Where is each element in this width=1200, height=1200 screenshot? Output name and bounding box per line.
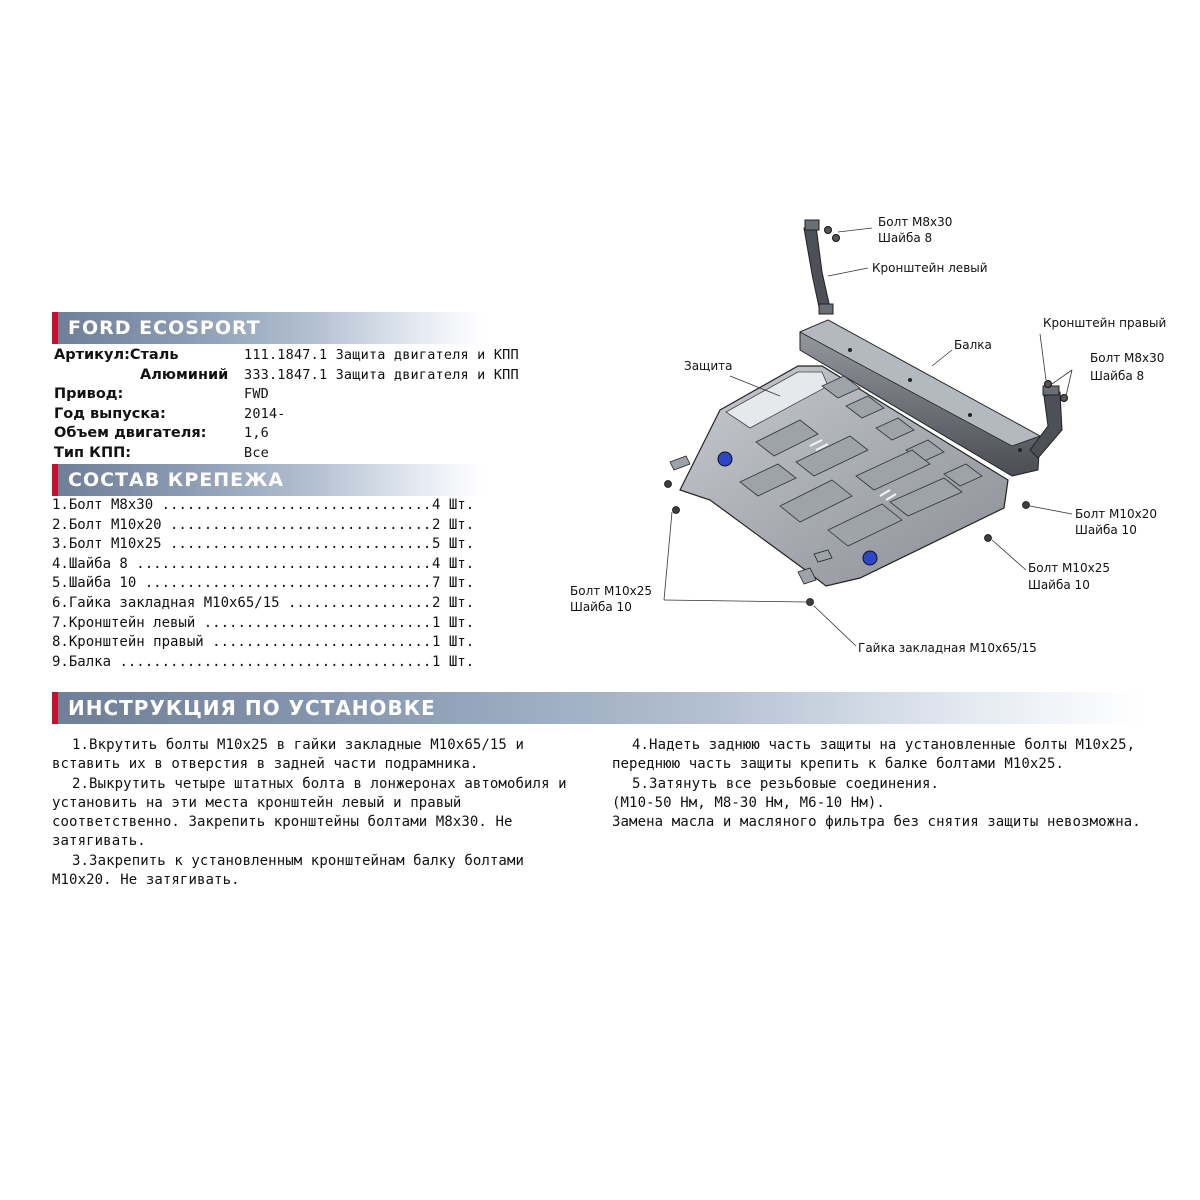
spec-label: Артикул:Сталь [54,347,179,363]
label-bolt-m8-right: Болт М8х30 [1090,351,1165,365]
list-item [52,614,492,634]
spec-value: 2014- [244,405,286,422]
exploded-diagram [560,200,1180,670]
spec-row [54,444,634,464]
spec-label: Объем двигателя: [54,425,207,441]
list-item [52,496,492,516]
spec-value: FWD [244,386,269,402]
label-bolt-m8-top: Болт М8х30 [878,215,953,229]
spec-label: Год выпуска: [54,405,166,422]
label-washer-10-b: Шайба 10 [1028,578,1090,592]
instructions-header: ИНСТРУКЦИЯ ПО УСТАНОВКЕ [52,692,1142,724]
part-qty: 2 Шт. [432,516,475,533]
spec-row [54,405,634,425]
spec-value: 333.1847.1 Защита двигателя и КПП [244,366,519,383]
part-name: 6.Гайка закладная М10х65/15 ..... [52,594,432,614]
part-name: 1.Болт М8х30 ..... [52,496,432,516]
part-name: 5.Шайба 10 ..... [52,574,432,594]
part-name: 4.Шайба 8 ..... [52,555,432,575]
part-qty: 1 Шт. [432,653,475,670]
spec-row [54,385,634,405]
part-name: 8.Кронштейн правый ..... [52,633,432,653]
parts-list [52,496,492,672]
instruction-step: 3.Закрепить к установленным кронштейнам балку болтами М10х20. Не затягивать. [52,852,525,889]
instructions-left [52,736,592,890]
spec-label: Привод: [54,386,124,402]
label-beam: Балка [954,338,992,352]
label-bracket-right: Кронштейн правый [1043,316,1167,330]
part-qty: 4 Шт. [432,555,475,572]
spec-value: 111.1847.1 Защита двигателя и КПП [244,347,519,363]
spec-value: 1,6 [244,425,269,441]
list-item [52,653,492,673]
part-qty: 2 Шт. [432,594,475,611]
part-qty: 4 Шт. [432,497,475,513]
part-qty: 5 Шт. [432,536,475,553]
label-washer-10-a: Шайба 10 [1075,523,1137,537]
label-guard: Защита [684,359,733,373]
instruction-step: 4.Надеть заднюю часть защиты на установленные болты М10х25, переднюю часть защиты крепить к балке болтами М10х25. [612,737,1136,773]
instruction-step: 1.Вкрутить болты М10х25 в гайки закладные М10х65/15 и вставить их в отверстия в задней части подрамника. [52,737,525,773]
instruction-note: Замена масла и масляного фильтра без снятия защиты невозможна. [612,814,1141,831]
label-nut: Гайка закладная М10х65/15 [858,641,1037,655]
list-item [52,516,492,536]
instruction-step: 5.Затянуть все резьбовые соединения. [632,775,940,792]
instruction-torque: (М10-50 Нм, М8-30 Нм, М6-10 Нм). [612,794,885,811]
parts-header: СОСТАВ КРЕПЕЖА [52,464,484,496]
label-bracket-left: Кронштейн левый [872,261,988,275]
label-washer-8-right: Шайба 8 [1090,369,1145,383]
spec-row [54,424,634,444]
model-header: FORD ECOSPORT [52,312,484,344]
list-item [52,535,492,555]
instruction-step: 2.Выкрутить четыре штатных болта в лонжеронах автомобиля и установить на эти места кронштейн левый и правый соответственно. Закрепить кронштейны болтами М8х30. Не затягивать. [52,775,567,850]
list-item [52,574,492,594]
list-item [52,594,492,614]
right-bracket [1030,381,1068,459]
spec-value: Все [244,444,269,461]
label-bolt-m10x25-left: Болт М10х25 [570,584,653,598]
spec-row [54,346,634,366]
list-item [52,633,492,653]
part-name: 3.Болт М10х25 ..... [52,535,432,555]
label-bolt-m10x25-right: Болт М10х25 [1028,561,1111,575]
part-name: 7.Кронштейн левый ..... [52,614,432,634]
spec-table [54,346,634,463]
part-name: 2.Болт М10х20 ..... [52,516,432,536]
label-washer-8-top: Шайба 8 [878,231,933,245]
spec-row [54,366,634,386]
part-name: 9.Балка ..... [52,653,432,673]
label-bolt-m10x20: Болт М10х20 [1075,507,1158,521]
instructions-right [612,736,1157,832]
spec-label: Алюминий [140,366,229,383]
part-qty: 1 Шт. [432,634,475,651]
part-qty: 7 Шт. [432,575,475,592]
label-washer-10-c: Шайба 10 [570,600,632,614]
part-qty: 1 Шт. [432,614,475,631]
list-item [52,555,492,575]
spec-label: Тип КПП: [54,444,132,461]
left-bracket [804,220,840,314]
